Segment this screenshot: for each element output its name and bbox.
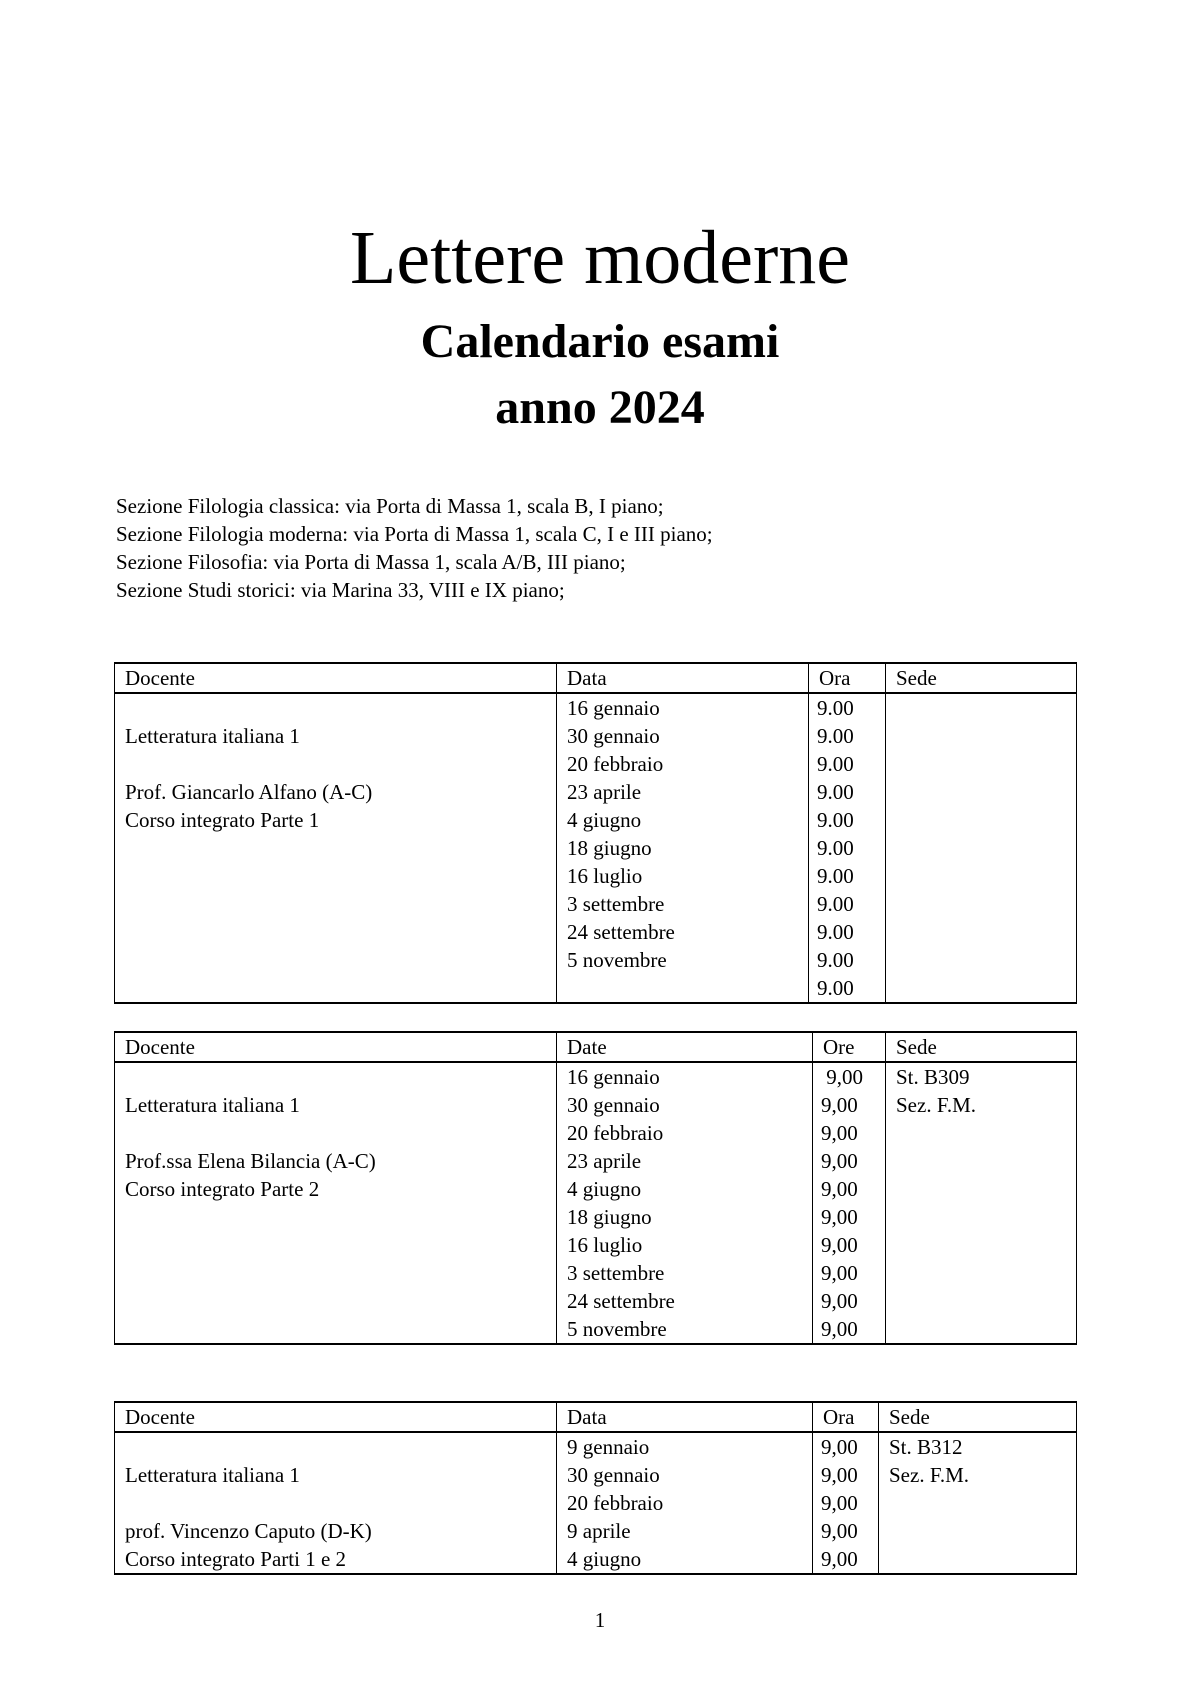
header-sede: Sede xyxy=(886,663,1077,693)
date-cell xyxy=(557,1062,813,1344)
ora-item: 9,00 xyxy=(821,1317,858,1341)
ora-item: 9.00 xyxy=(817,976,854,1000)
date-item: 9 gennaio xyxy=(567,1435,650,1459)
header-ora: Ora xyxy=(813,1402,879,1432)
sede-item: St. B309 xyxy=(896,1065,970,1089)
date-item: 16 gennaio xyxy=(567,1065,660,1089)
date-item: 23 aprile xyxy=(567,780,642,804)
sezione-line: Sezione Filologia moderna: via Porta di Massa 1, scala C, I e III piano; xyxy=(116,522,713,546)
course-part: Corso integrato Parte 2 xyxy=(125,1177,320,1201)
date-item: 4 giugno xyxy=(567,808,642,832)
ora-item: 9,00 xyxy=(821,1491,858,1515)
ora-item: 9,00 xyxy=(821,1149,858,1173)
document-title: Lettere moderne xyxy=(349,216,851,300)
date-item: 24 settembre xyxy=(567,920,675,944)
document-subtitle: Calendario esami xyxy=(420,315,780,368)
header-sede: Sede xyxy=(879,1402,1077,1432)
sezione-line: Sezione Studi storici: via Marina 33, VIII e IX piano; xyxy=(116,578,565,602)
docente-line xyxy=(125,694,556,722)
ora-item: 9.00 xyxy=(817,696,854,720)
ora-item: 9,00 xyxy=(821,1261,858,1285)
ora-item: 9.00 xyxy=(817,864,854,888)
ora-item: 9,00 xyxy=(821,1463,858,1487)
course-part: Corso integrato Parte 1 xyxy=(125,808,320,832)
document-year: anno 2024 xyxy=(495,381,705,434)
header-ora: Ore xyxy=(813,1032,886,1062)
ora-item: 9,00 xyxy=(821,1435,858,1459)
date-item: 24 settembre xyxy=(567,1289,675,1313)
course-name: Letteratura italiana 1 xyxy=(125,1093,300,1117)
ora-item: 9,00 xyxy=(821,1121,858,1145)
course-name: Letteratura italiana 1 xyxy=(125,1463,300,1487)
ora-item: 9,00 xyxy=(821,1519,858,1543)
ora-item: 9.00 xyxy=(817,892,854,916)
ora-item: 9,00 xyxy=(821,1177,858,1201)
professor-name: Prof.ssa Elena Bilancia (A-C) xyxy=(125,1149,376,1173)
header-docente: Docente xyxy=(115,1032,557,1062)
date-item: 18 giugno xyxy=(567,1205,652,1229)
header-data: Data xyxy=(557,663,809,693)
header-data: Date xyxy=(557,1032,813,1062)
course-name: Letteratura italiana 1 xyxy=(125,724,300,748)
page-number: 1 xyxy=(594,1608,606,1632)
docente-cell xyxy=(115,1432,557,1574)
date-item: 16 luglio xyxy=(567,1233,643,1257)
docente-line xyxy=(125,1489,556,1517)
date-item: 4 giugno xyxy=(567,1547,642,1571)
date-item: 30 gennaio xyxy=(567,1093,660,1117)
sede-cell xyxy=(886,1062,1077,1344)
header-data: Data xyxy=(557,1402,813,1432)
sede-cell xyxy=(886,693,1077,1003)
ora-cell xyxy=(809,693,886,1003)
date-item: 23 aprile xyxy=(567,1149,642,1173)
date-item: 30 gennaio xyxy=(567,1463,660,1487)
professor-name: prof. Vincenzo Caputo (D-K) xyxy=(125,1519,372,1543)
header-ora: Ora xyxy=(809,663,886,693)
sede-cell xyxy=(879,1432,1077,1574)
date-cell xyxy=(557,693,809,1003)
table-header-row xyxy=(115,663,1077,693)
exam-table-1 xyxy=(114,662,1077,1004)
date-item: 9 aprile xyxy=(567,1519,631,1543)
header-docente: Docente xyxy=(115,663,557,693)
sezione-line: Sezione Filosofia: via Porta di Massa 1, scala A/B, III piano; xyxy=(116,550,626,574)
date-cell xyxy=(557,1432,813,1574)
ora-item: 9,00 xyxy=(821,1547,858,1571)
ora-item: 9,00 xyxy=(821,1205,858,1229)
docente-line xyxy=(125,1119,556,1147)
ora-item: 9,00 xyxy=(821,1065,863,1089)
ora-item: 9,00 xyxy=(821,1093,858,1117)
ora-item: 9.00 xyxy=(817,948,854,972)
date-item: 16 luglio xyxy=(567,864,643,888)
docente-cell xyxy=(115,693,557,1003)
ora-cell xyxy=(813,1432,879,1574)
ora-item: 9,00 xyxy=(821,1233,858,1257)
table-header-row xyxy=(115,1032,1077,1062)
date-item: 20 febbraio xyxy=(567,1491,664,1515)
sede-item: Sez. F.M. xyxy=(889,1463,969,1487)
date-item: 30 gennaio xyxy=(567,724,660,748)
date-item: 5 novembre xyxy=(567,1317,667,1341)
date-item: 16 gennaio xyxy=(567,696,660,720)
course-part: Corso integrato Parti 1 e 2 xyxy=(125,1547,347,1571)
table-row xyxy=(115,1432,1077,1574)
date-item: 20 febbraio xyxy=(567,1121,664,1145)
professor-name: Prof. Giancarlo Alfano (A-C) xyxy=(125,780,373,804)
table-header-row xyxy=(115,1402,1077,1432)
ora-item: 9.00 xyxy=(817,808,854,832)
date-item: 4 giugno xyxy=(567,1177,642,1201)
docente-line xyxy=(125,1433,556,1461)
ora-item: 9.00 xyxy=(817,836,854,860)
sede-item: St. B312 xyxy=(889,1435,963,1459)
ora-item: 9.00 xyxy=(817,752,854,776)
table-row xyxy=(115,1062,1077,1344)
exam-table-3 xyxy=(114,1401,1077,1575)
header-sede: Sede xyxy=(886,1032,1077,1062)
docente-line xyxy=(125,1063,556,1091)
date-item: 5 novembre xyxy=(567,948,667,972)
ora-item: 9.00 xyxy=(817,920,854,944)
ora-item: 9,00 xyxy=(821,1289,858,1313)
date-item: 18 giugno xyxy=(567,836,652,860)
sezione-line: Sezione Filologia classica: via Porta di Massa 1, scala B, I piano; xyxy=(116,494,664,518)
date-item: 3 settembre xyxy=(567,892,665,916)
header-docente: Docente xyxy=(115,1402,557,1432)
date-item: 20 febbraio xyxy=(567,752,664,776)
exam-table-2 xyxy=(114,1031,1077,1345)
ora-cell xyxy=(813,1062,886,1344)
sezioni-list xyxy=(116,492,713,604)
ora-item: 9.00 xyxy=(817,724,854,748)
sede-item: Sez. F.M. xyxy=(896,1093,976,1117)
date-item: 3 settembre xyxy=(567,1261,665,1285)
docente-cell xyxy=(115,1062,557,1344)
date-item xyxy=(567,974,808,1002)
table-row xyxy=(115,693,1077,1003)
ora-item: 9.00 xyxy=(817,780,854,804)
docente-line xyxy=(125,750,556,778)
